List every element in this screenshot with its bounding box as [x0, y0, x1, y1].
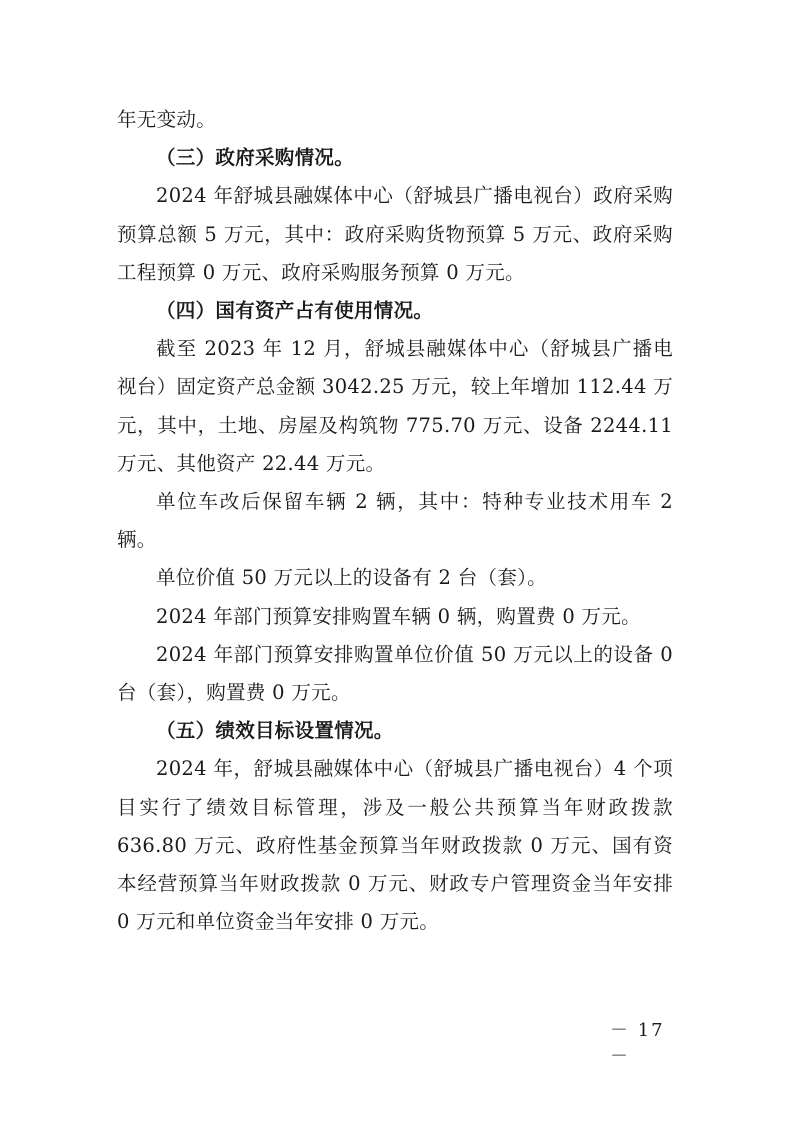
paragraph-equipment-count: 单位价值 50 万元以上的设备有 2 台（套）。 [156, 566, 547, 590]
section-heading-procurement: （三）政府采购情况。 [156, 146, 355, 170]
section-heading-state-assets: （四）国有资产占有使用情况。 [156, 299, 434, 323]
paragraph-equipment-purchase: 2024 年部门预算安排购置单位价值 50 万元以上的设备 0 台（套），购置费 0 万元。 [117, 642, 673, 705]
paragraph-procurement: 2024 年舒城县融媒体中心（舒城县广播电视台）政府采购预算总额 5 万元，其中：政府采购货物预算 5 万元、政府采购工程预算 0 万元、政府采购服务预算 0 万元。 [117, 184, 673, 284]
section-heading-performance: （五）绩效目标设置情况。 [156, 719, 394, 743]
document-body [117, 101, 673, 941]
paragraph-fixed-assets: 截至 2023 年 12 月，舒城县融媒体中心（舒城县广播电视台）固定资产总金额 3042.25 万元，较上年增加 112.44 万元，其中，土地、房屋及构筑物 775.70 万元、设备 2244.11 万元、其他资产 22.44 万元。 [117, 337, 673, 475]
paragraph-performance: 2024 年，舒城县融媒体中心（舒城县广播电视台）4 个项目实行了绩效目标管理，涉及一般公共预算当年财政拨款 636.80 万元、政府性基金预算当年财政拨款 0 万元、国有资本经营预算当年财政拨款 0 万元、财政专户管理资金当年安排 0 万元和单位资金当年安排 0 万元。 [117, 757, 673, 934]
paragraph-vehicle-purchase: 2024 年部门预算安排购置车辆 0 辆，购置费 0 万元。 [156, 604, 641, 628]
paragraph-continuation: 年无变动。 [117, 108, 217, 131]
paragraph-vehicles: 单位车改后保留车辆 2 辆，其中：特种专业技术用车 2 辆。 [117, 490, 673, 552]
page-number: － 17 － [610, 1020, 665, 1067]
